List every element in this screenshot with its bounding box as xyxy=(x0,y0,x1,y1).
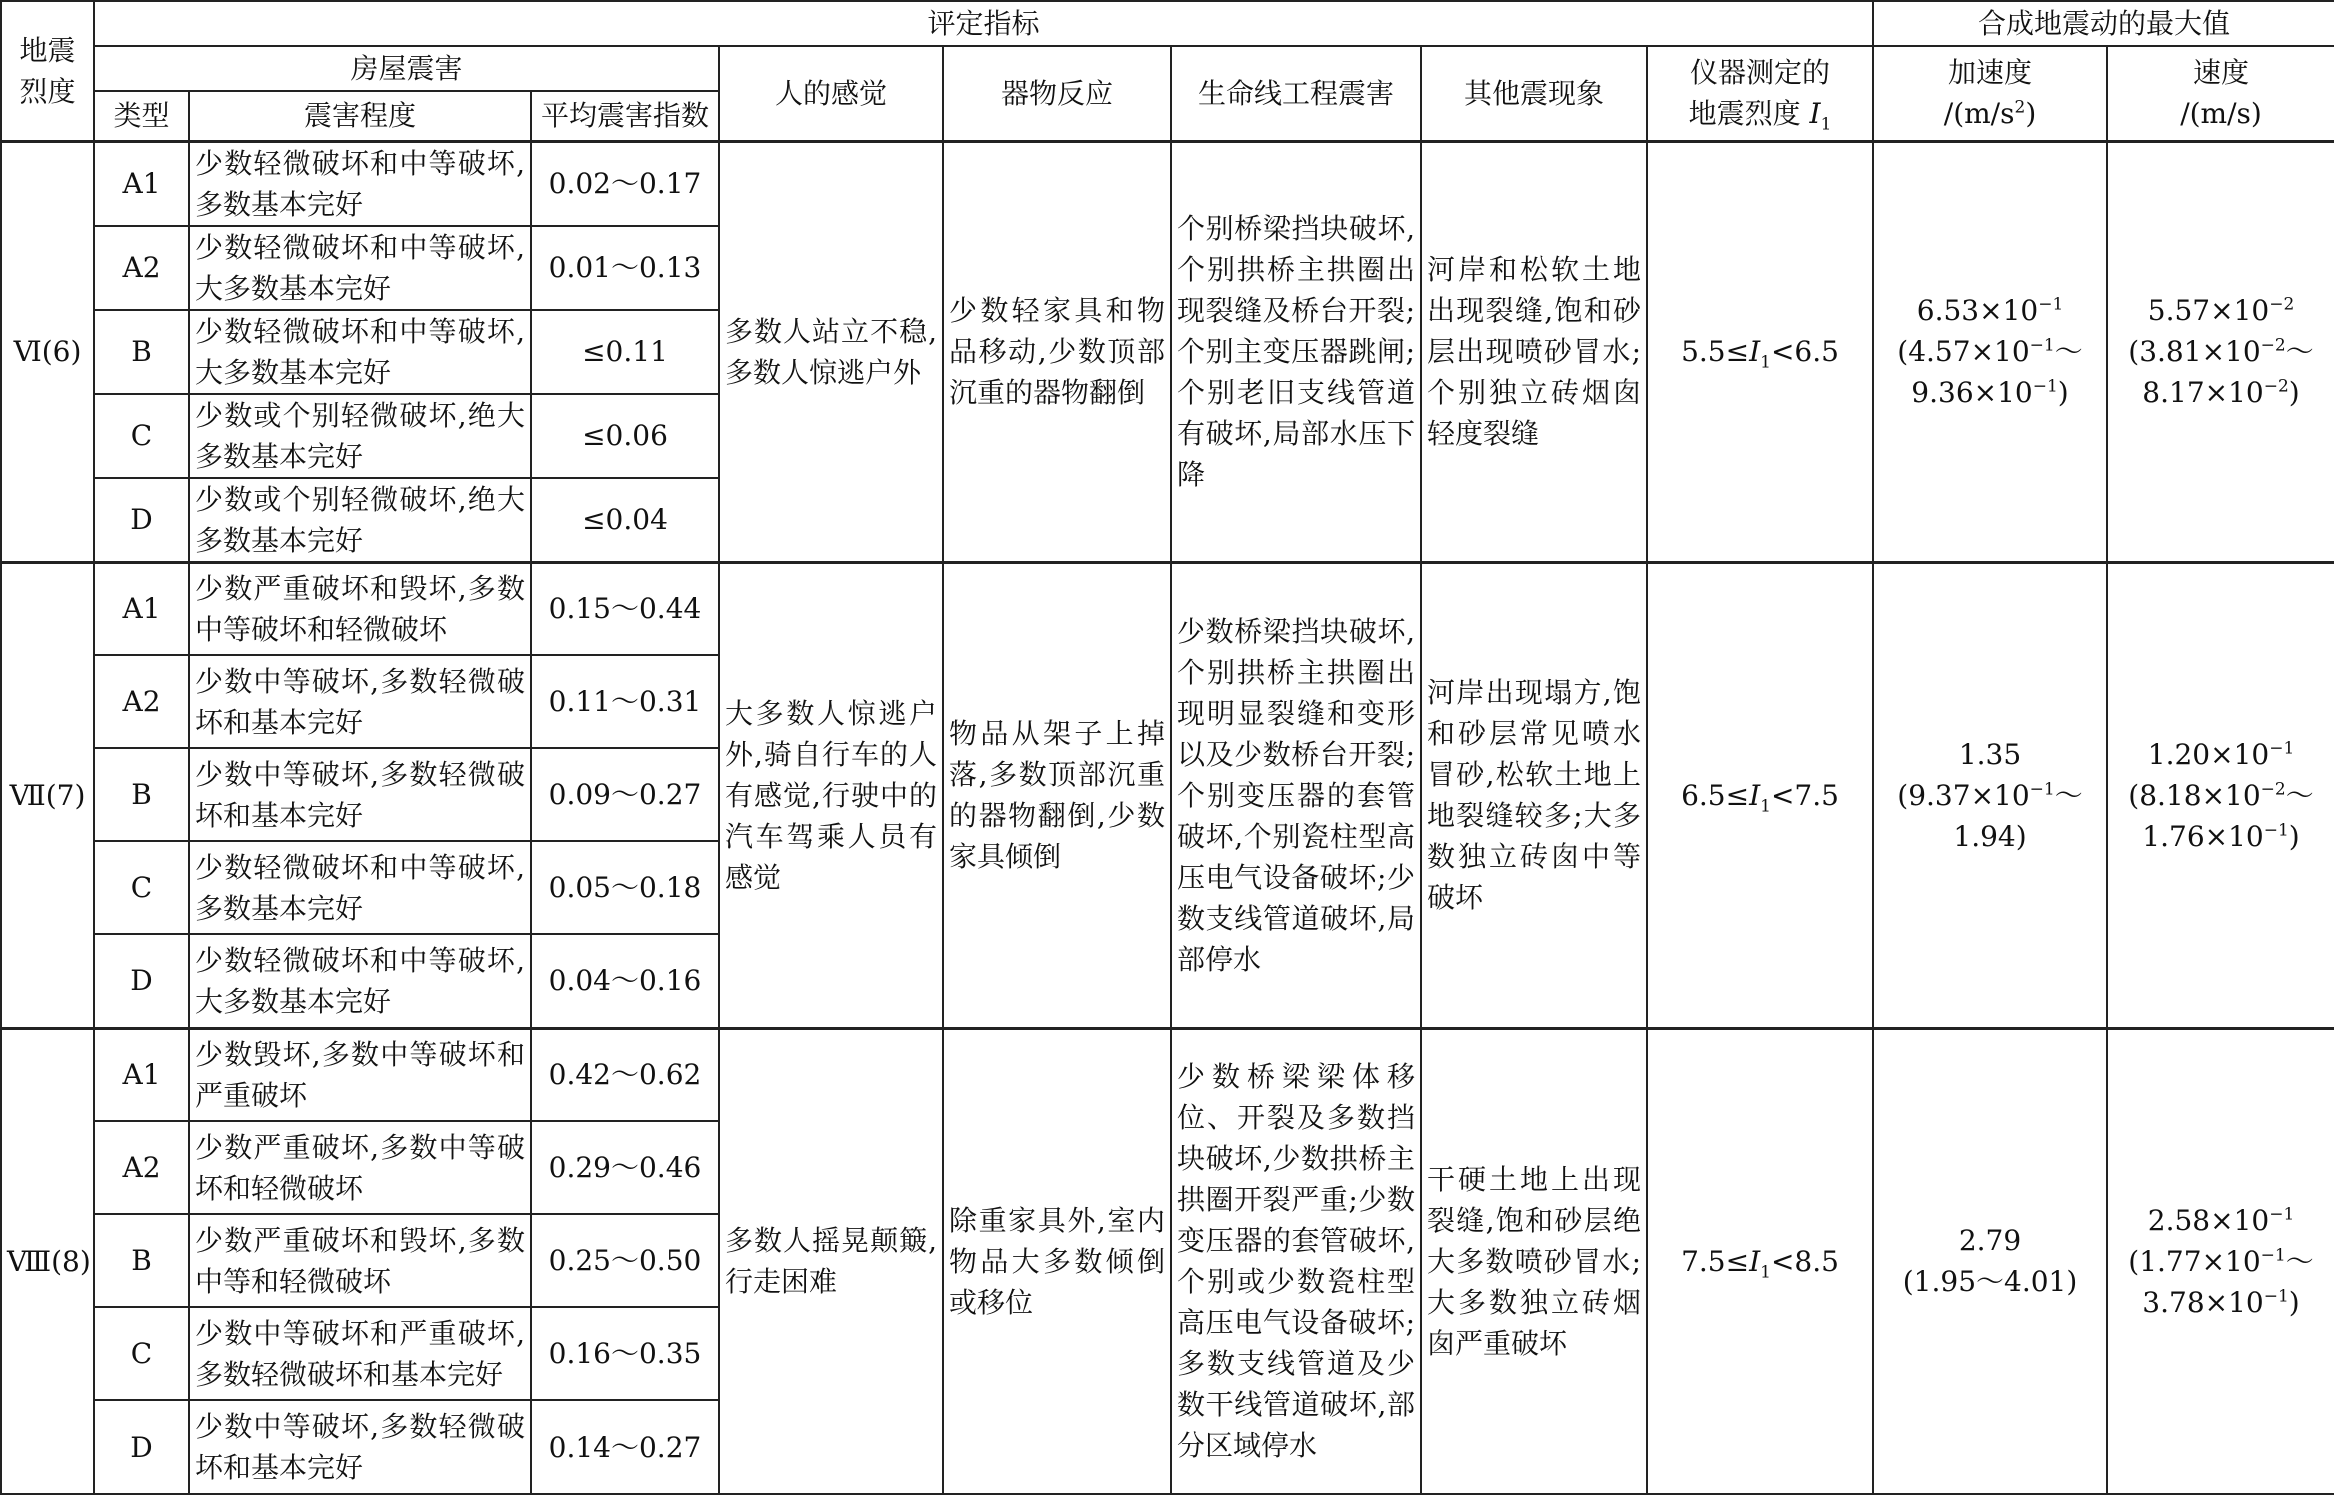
header-acceleration-unit-sup: 2 xyxy=(2014,97,2026,118)
building-type: B xyxy=(94,1214,189,1307)
building-type: A1 xyxy=(94,562,189,655)
acceleration-value-range-low-exponent: −1 xyxy=(2029,779,2055,800)
header-damage-degree: 震害程度 xyxy=(189,91,531,141)
velocity-value-main xyxy=(2113,734,2329,775)
damage-index: 0.16～0.35 xyxy=(531,1307,719,1400)
object-reaction: 少数轻家具和物品移动,少数顶部沉重的器物翻倒 xyxy=(943,141,1171,562)
header-type: 类型 xyxy=(94,91,189,141)
velocity-value-main xyxy=(2113,1200,2329,1241)
velocity-value-range-low xyxy=(2113,775,2329,816)
damage-index: 0.11～0.31 xyxy=(531,655,719,748)
damage-index: 0.05～0.18 xyxy=(531,841,719,934)
acceleration-value-range-low xyxy=(1879,331,2101,372)
object-reaction: 物品从架子上掉落,多数顶部沉重的器物翻倒,少数家具倾倒 xyxy=(943,562,1171,1028)
header-object-reaction: 器物反应 xyxy=(943,46,1171,141)
instrument-sub: 1 xyxy=(1760,796,1771,817)
damage-degree: 少数轻微破坏和中等破坏,多数基本完好 xyxy=(189,841,531,934)
velocity-value-range-low-exponent: −2 xyxy=(2260,335,2286,356)
instrument-low: 7.5≤ xyxy=(1681,1244,1750,1278)
acceleration-value xyxy=(1873,141,2107,562)
velocity-value-range-high-exponent: −1 xyxy=(2263,1286,2289,1307)
lifeline-damage: 少数桥梁梁体移位、开裂及多数挡块破坏,少数拱桥主拱圈开裂严重;少数变压器的套管破坏,个别或少数瓷柱型高压电气设备破坏;多数支线管道及少数干线管道破坏,部分区域停水 xyxy=(1171,1028,1421,1494)
instrument-high: <6.5 xyxy=(1770,335,1839,368)
velocity-value-range-high-mantissa: 3.78×10 xyxy=(2142,1285,2264,1319)
damage-index: 0.04～0.16 xyxy=(531,934,719,1028)
acceleration-value-main-mantissa: 2.79 xyxy=(1958,1224,2022,1258)
building-type: D xyxy=(94,1400,189,1494)
acceleration-value-range-high xyxy=(1879,372,2101,413)
velocity-value-main-mantissa: 5.57×10 xyxy=(2147,294,2270,327)
header-max-group: 合成地震动的最大值 xyxy=(1873,1,2334,46)
header-velocity-line2: /(m/s) xyxy=(2180,97,2262,131)
damage-degree: 少数轻微破坏和中等破坏,多数基本完好 xyxy=(189,141,531,226)
velocity-value-main-exponent: −1 xyxy=(2269,738,2295,759)
damage-degree: 少数轻微破坏和中等破坏,大多数基本完好 xyxy=(189,934,531,1028)
acceleration-value-range-low-mantissa: (4.57×10 xyxy=(1897,335,2030,368)
damage-degree: 少数轻微破坏和中等破坏,大多数基本完好 xyxy=(189,226,531,310)
velocity-value-range-sep: ～ xyxy=(2285,335,2314,368)
header-acceleration-unit-close: ) xyxy=(2025,97,2037,131)
header-human-feeling: 人的感觉 xyxy=(719,46,943,141)
damage-degree: 少数或个别轻微破坏,绝大多数基本完好 xyxy=(189,478,531,563)
building-type: A1 xyxy=(94,141,189,226)
damage-degree: 少数轻微破坏和中等破坏,大多数基本完好 xyxy=(189,310,531,394)
building-type: D xyxy=(94,934,189,1028)
instrument-low: 5.5≤ xyxy=(1681,335,1750,368)
header-evaluation-group: 评定指标 xyxy=(94,1,1873,46)
header-instrument xyxy=(1647,46,1873,141)
acceleration-value-main xyxy=(1879,290,2101,331)
header-intensity-text: 地震烈度 xyxy=(19,33,76,108)
damage-index: 0.29～0.46 xyxy=(531,1121,719,1214)
acceleration-value xyxy=(1873,562,2107,1028)
velocity-value-range-low-mantissa: (3.81×10 xyxy=(2128,335,2261,368)
lifeline-damage: 少数桥梁挡块破坏,个别拱桥主拱圈出现明显裂缝和变形以及少数桥台开裂;个别变压器的套管破坏,个别瓷柱型高压电气设备破坏;少数支线管道破坏,局部停水 xyxy=(1171,562,1421,1028)
acceleration-value-range-low-exponent: −1 xyxy=(2029,335,2055,356)
instrument-intensity xyxy=(1647,141,1873,562)
building-type: A2 xyxy=(94,655,189,748)
velocity-value-range-high-exponent: −2 xyxy=(2263,376,2289,397)
velocity-value-range-sep: ～ xyxy=(2285,1244,2314,1278)
velocity-value-range-high-exponent: −1 xyxy=(2263,820,2289,841)
velocity-value-range-low-exponent: −2 xyxy=(2260,779,2286,800)
human-feeling: 多数人摇晃颠簸,行走困难 xyxy=(719,1028,943,1494)
damage-degree: 少数中等破坏,多数轻微破坏和基本完好 xyxy=(189,1400,531,1494)
building-type: A2 xyxy=(94,1121,189,1214)
building-type: B xyxy=(94,310,189,394)
damage-degree: 少数毁坏,多数中等破坏和严重破坏 xyxy=(189,1028,531,1121)
table-row xyxy=(1,562,2334,655)
header-acceleration-line1: 加速度 xyxy=(1948,56,2033,90)
instrument-var: I xyxy=(1749,335,1761,368)
header-instrument-sub: 1 xyxy=(1820,114,1832,135)
velocity-value-range-low xyxy=(2113,1241,2329,1282)
velocity-value xyxy=(2107,1028,2334,1494)
velocity-value-main-mantissa: 1.20×10 xyxy=(2147,737,2270,771)
instrument-high: <8.5 xyxy=(1770,1244,1839,1278)
velocity-value-range-high xyxy=(2113,372,2329,413)
lifeline-damage: 个别桥梁挡块破坏,个别拱桥主拱圈出现裂缝及桥台开裂;个别主变压器跳闸;个别老旧支线管道有破坏,局部水压下降 xyxy=(1171,141,1421,562)
header-acceleration-unit: /(m/s xyxy=(1943,97,2015,131)
acceleration-value-range-low xyxy=(1879,1261,2101,1302)
velocity-value-range-low-mantissa: (1.77×10 xyxy=(2128,1244,2261,1278)
other-phenomena: 干硬土地上出现裂缝,饱和砂层绝大多数喷砂冒水;大多数独立砖烟囱严重破坏 xyxy=(1421,1028,1647,1494)
velocity-value-range-close: ) xyxy=(2288,376,2300,409)
building-type: C xyxy=(94,1307,189,1400)
acceleration-value-range-low-mantissa: (1.95～4.01) xyxy=(1902,1265,2078,1299)
acceleration-value-main xyxy=(1879,734,2101,775)
damage-index: 0.15～0.44 xyxy=(531,562,719,655)
header-velocity xyxy=(2107,46,2334,141)
building-type: D xyxy=(94,478,189,563)
damage-index: 0.01～0.13 xyxy=(531,226,719,310)
damage-degree: 少数中等破坏和严重破坏,多数轻微破坏和基本完好 xyxy=(189,1307,531,1400)
header-other-phenomena: 其他震现象 xyxy=(1421,46,1647,141)
velocity-value-range-sep: ～ xyxy=(2285,778,2314,812)
damage-index: 0.25～0.50 xyxy=(531,1214,719,1307)
header-instrument-line1: 仪器测定的 xyxy=(1690,56,1831,90)
table-row xyxy=(1,1028,2334,1121)
acceleration-value-main-mantissa: 6.53×10 xyxy=(1916,294,2039,327)
other-phenomena: 河岸出现塌方,饱和砂层常见喷水冒砂,松软土地上地裂缝较多;大多数独立砖囱中等破坏 xyxy=(1421,562,1647,1028)
velocity-value-range-high-mantissa: 8.17×10 xyxy=(2142,376,2264,409)
header-instrument-line2 xyxy=(1653,93,1867,134)
acceleration-value-range-high-mantissa: 9.36×10 xyxy=(1911,376,2033,409)
building-type: C xyxy=(94,394,189,478)
velocity-value-range-low-exponent: −1 xyxy=(2260,1245,2286,1266)
header-velocity-line1: 速度 xyxy=(2193,56,2250,90)
acceleration-value-range-high-mantissa: 1.94 xyxy=(1953,819,2016,853)
header-avg-index: 平均震害指数 xyxy=(531,91,719,141)
instrument-var: I xyxy=(1749,1244,1761,1278)
instrument-sub: 1 xyxy=(1760,1262,1771,1283)
velocity-value xyxy=(2107,141,2334,562)
header-acceleration-line2 xyxy=(1879,93,2101,134)
building-type: A1 xyxy=(94,1028,189,1121)
damage-index: 0.42～0.62 xyxy=(531,1028,719,1121)
velocity-value-range-high xyxy=(2113,816,2329,857)
acceleration-value-range-high xyxy=(1879,816,2101,857)
velocity-value-range-close: ) xyxy=(2288,1285,2300,1319)
header-intensity xyxy=(1,1,94,141)
other-phenomena: 河岸和松软土地出现裂缝,饱和砂层出现喷砂冒水;个别独立砖烟囱轻度裂缝 xyxy=(1421,141,1647,562)
header-instrument-var: I xyxy=(1809,97,1821,131)
velocity-value-range-close: ) xyxy=(2288,819,2300,853)
building-type: B xyxy=(94,748,189,841)
acceleration-value-range-high-exponent: −1 xyxy=(2032,376,2058,397)
building-type: A2 xyxy=(94,226,189,310)
velocity-value-main xyxy=(2113,290,2329,331)
acceleration-value-main-mantissa: 1.35 xyxy=(1958,737,2022,771)
damage-index: 0.14～0.27 xyxy=(531,1400,719,1494)
acceleration-value-main xyxy=(1879,1220,2101,1261)
damage-degree: 少数严重破坏,多数中等破坏和轻微破坏 xyxy=(189,1121,531,1214)
intensity-level: Ⅶ(7) xyxy=(1,562,94,1028)
velocity-value-range-low-mantissa: (8.18×10 xyxy=(2128,778,2261,812)
velocity-value-main-exponent: −2 xyxy=(2269,294,2295,315)
header-instrument-label: 地震烈度 xyxy=(1688,97,1810,131)
velocity-value-range-high xyxy=(2113,1282,2329,1323)
instrument-intensity xyxy=(1647,1028,1873,1494)
acceleration-value-main-exponent: −1 xyxy=(2038,294,2064,315)
acceleration-value-range-close: ) xyxy=(2015,819,2027,853)
instrument-low: 6.5≤ xyxy=(1681,778,1750,812)
intensity-level: Ⅵ(6) xyxy=(1,141,94,562)
damage-degree: 少数中等破坏,多数轻微破坏和基本完好 xyxy=(189,655,531,748)
velocity-value-range-low xyxy=(2113,331,2329,372)
intensity-level: Ⅷ(8) xyxy=(1,1028,94,1494)
damage-index: 0.02～0.17 xyxy=(531,141,719,226)
velocity-value-range-high-mantissa: 1.76×10 xyxy=(2142,819,2264,853)
acceleration-value-range-sep: ～ xyxy=(2054,335,2083,368)
velocity-value-main-mantissa: 2.58×10 xyxy=(2147,1203,2270,1237)
instrument-high: <7.5 xyxy=(1770,778,1839,812)
acceleration-value xyxy=(1873,1028,2107,1494)
damage-index: ≤0.06 xyxy=(531,394,719,478)
header-lifeline: 生命线工程震害 xyxy=(1171,46,1421,141)
instrument-intensity xyxy=(1647,562,1873,1028)
acceleration-value-range-close: ) xyxy=(2057,376,2069,409)
instrument-var: I xyxy=(1749,778,1761,812)
damage-degree: 少数或个别轻微破坏,绝大多数基本完好 xyxy=(189,394,531,478)
instrument-sub: 1 xyxy=(1760,352,1771,373)
damage-degree: 少数严重破坏和毁坏,多数中等和轻微破坏 xyxy=(189,1214,531,1307)
damage-index: 0.09～0.27 xyxy=(531,748,719,841)
table-row xyxy=(1,141,2334,226)
header-acceleration xyxy=(1873,46,2107,141)
object-reaction: 除重家具外,室内物品大多数倾倒或移位 xyxy=(943,1028,1171,1494)
acceleration-value-range-low xyxy=(1879,775,2101,816)
damage-index: ≤0.11 xyxy=(531,310,719,394)
damage-degree: 少数严重破坏和毁坏,多数中等破坏和轻微破坏 xyxy=(189,562,531,655)
acceleration-value-range-sep: ～ xyxy=(2054,778,2083,812)
human-feeling: 大多数人惊逃户外,骑自行车的人有感觉,行驶中的汽车驾乘人员有感觉 xyxy=(719,562,943,1028)
building-type: C xyxy=(94,841,189,934)
human-feeling: 多数人站立不稳,多数人惊逃户外 xyxy=(719,141,943,562)
velocity-value-main-exponent: −1 xyxy=(2269,1204,2295,1225)
header-house-group: 房屋震害 xyxy=(94,46,719,91)
acceleration-value-range-low-mantissa: (9.37×10 xyxy=(1897,778,2030,812)
damage-index: ≤0.04 xyxy=(531,478,719,563)
damage-degree: 少数中等破坏,多数轻微破坏和基本完好 xyxy=(189,748,531,841)
velocity-value xyxy=(2107,562,2334,1028)
